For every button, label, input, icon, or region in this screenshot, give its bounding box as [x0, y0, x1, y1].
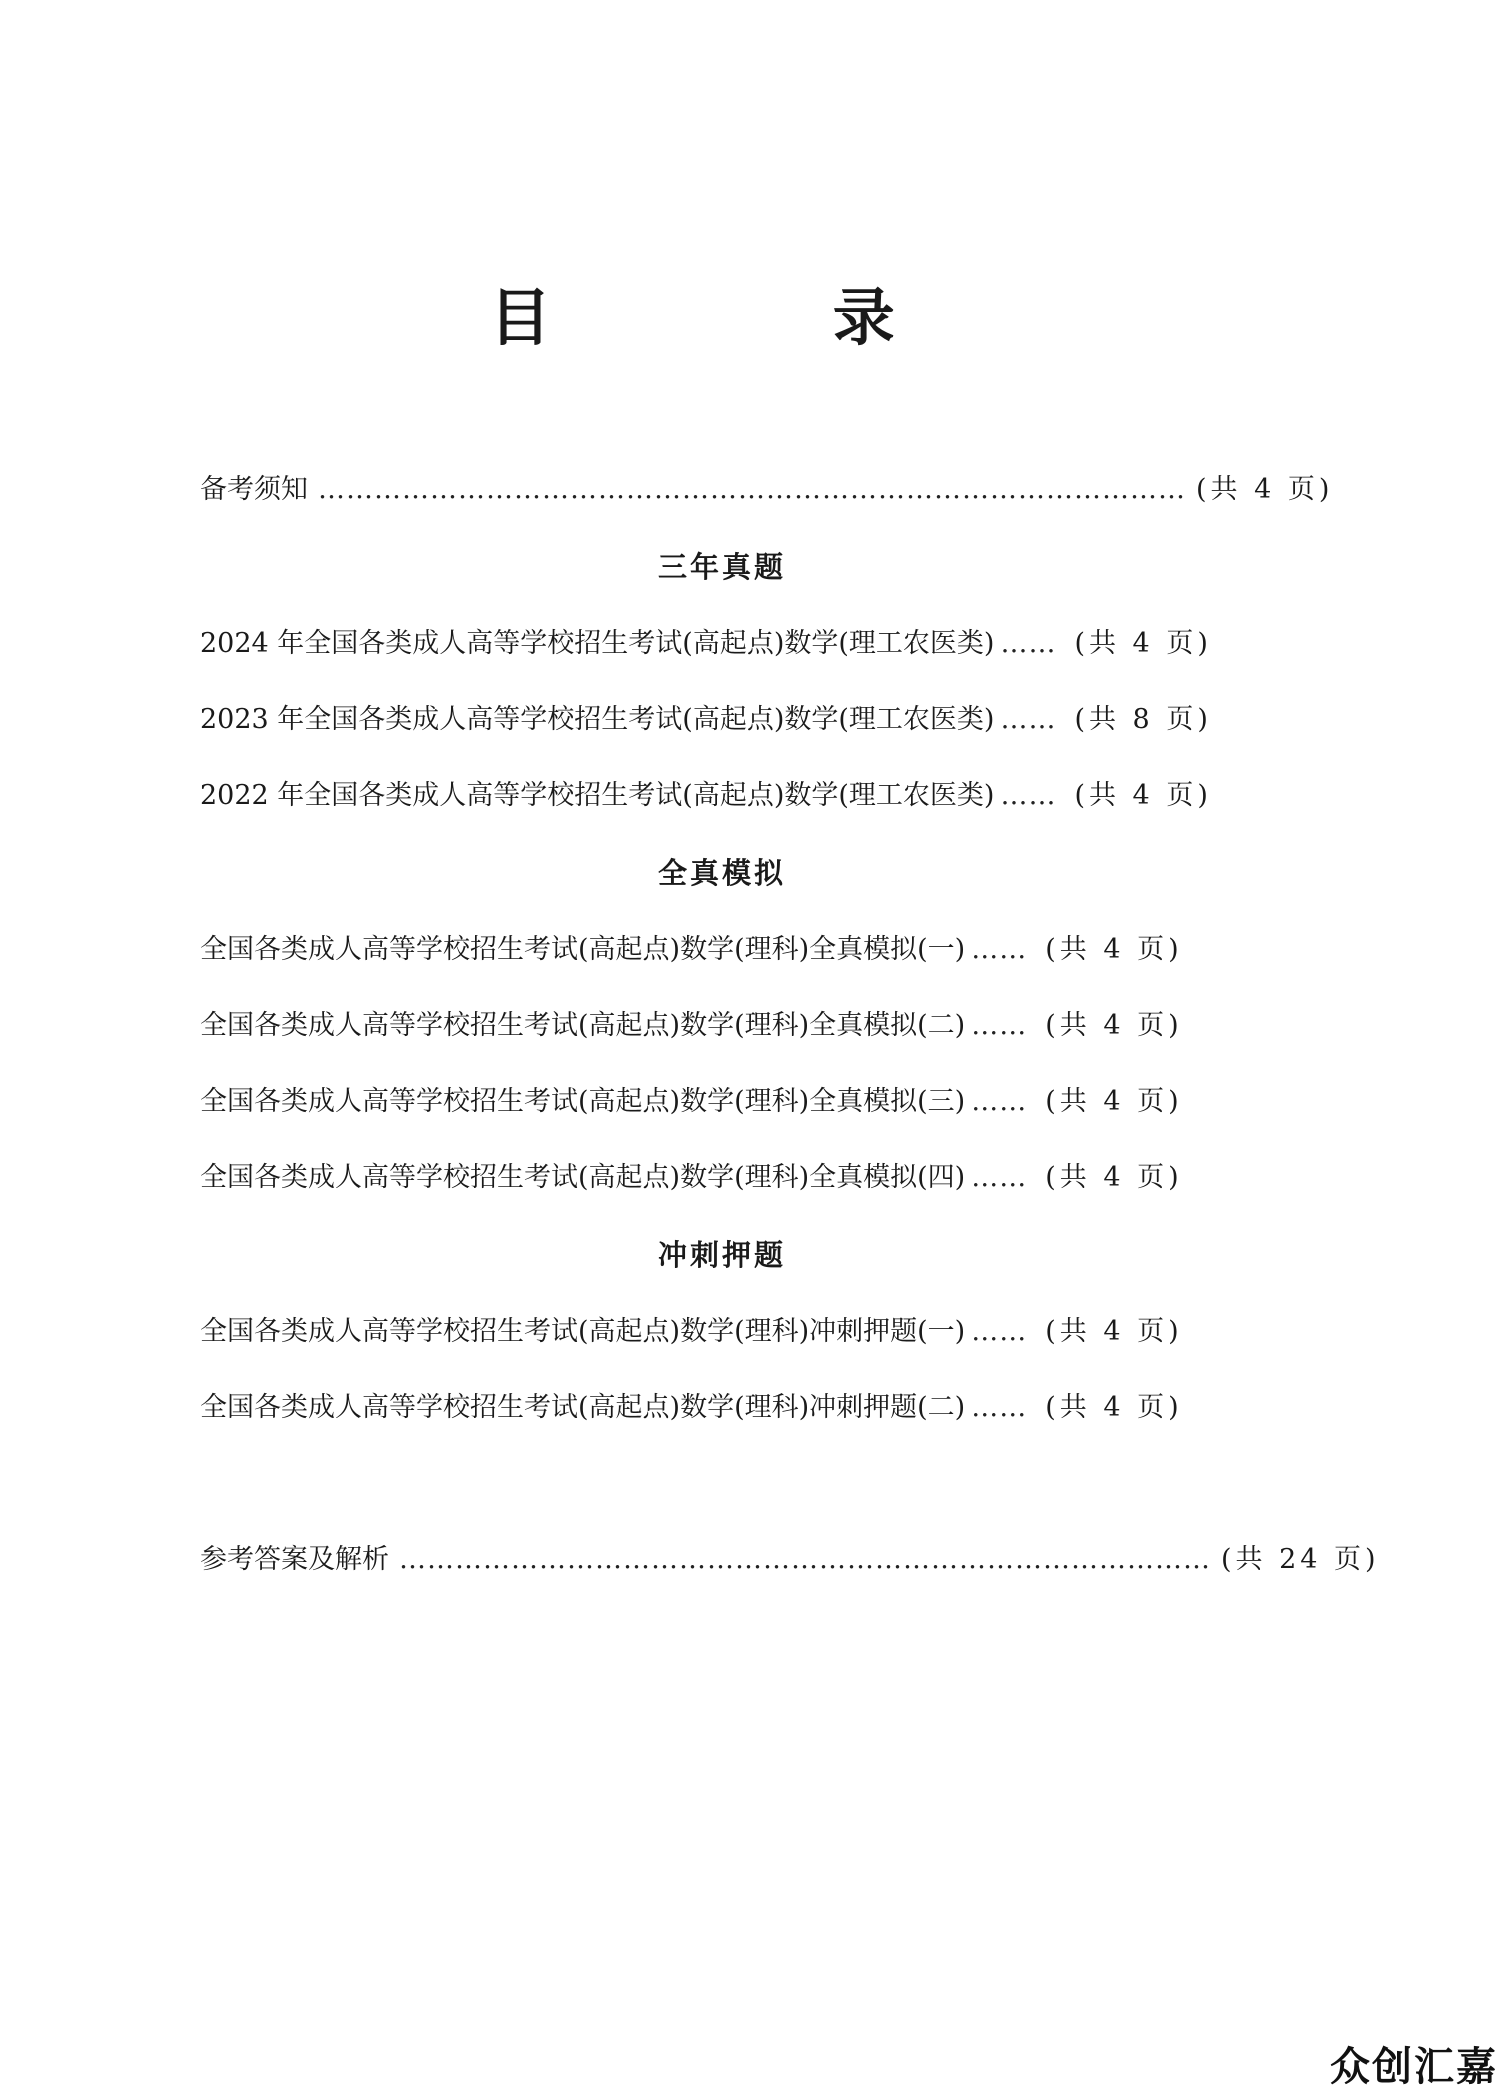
toc-entry-exam-notice[interactable] — [200, 452, 1334, 528]
toc-entry-label: 参考答案及解析 — [200, 1544, 389, 1575]
toc-entry-mock-3[interactable] — [200, 1064, 1244, 1140]
section-spacer — [200, 1446, 1244, 1522]
toc-leader-dots: …… — [1000, 704, 1057, 735]
toc-leader-dots: …………………………………………………………………………… — [399, 1544, 1211, 1575]
toc-entry-label: 全国各类成人高等学校招生考试(高起点)数学(理科)全真模拟(一) — [200, 934, 966, 965]
section-heading-mock-exams: 全真模拟 — [657, 856, 786, 890]
toc-entry-sprint-1[interactable] — [200, 1294, 1244, 1370]
page-title: 目 录 — [489, 281, 1025, 354]
toc-entry-label: 2023 年全国各类成人高等学校招生考试(高起点)数学(理工农医类) — [200, 704, 995, 735]
toc-page-count: (共 4 页) — [1045, 1392, 1183, 1423]
toc-entry-mock-1[interactable] — [200, 912, 1244, 988]
section-heading-sprint-predictions: 冲刺押题 — [657, 1238, 786, 1272]
toc-leader-dots: …… — [971, 1392, 1028, 1423]
toc-page-count: (共 4 页) — [1074, 628, 1212, 659]
toc-entry-label: 备考须知 — [200, 474, 308, 505]
toc-entry-2024-exam[interactable] — [200, 606, 1244, 682]
toc-entry-label: 全国各类成人高等学校招生考试(高起点)数学(理科)冲刺押题(一) — [200, 1316, 966, 1347]
toc-leader-dots: …… — [971, 1316, 1028, 1347]
toc-page-count: (共 4 页) — [1045, 1316, 1183, 1347]
toc-entry-answers[interactable] — [200, 1522, 1380, 1598]
toc-page-count: (共 4 页) — [1045, 1162, 1183, 1193]
toc-entry-2023-exam[interactable] — [200, 682, 1244, 758]
toc-entry-2022-exam[interactable] — [200, 758, 1244, 834]
toc-leader-dots: …… — [1000, 628, 1057, 659]
toc-leader-dots: …… — [971, 934, 1028, 965]
toc-leader-dots: …… — [1000, 780, 1057, 811]
toc-page-count: (共 4 页) — [1045, 1010, 1183, 1041]
toc-entry-mock-4[interactable] — [200, 1140, 1244, 1216]
toc-entry-label: 全国各类成人高等学校招生考试(高起点)数学(理科)全真模拟(二) — [200, 1010, 966, 1041]
toc-entry-label: 2022 年全国各类成人高等学校招生考试(高起点)数学(理工农医类) — [200, 780, 995, 811]
toc-entry-label: 2024 年全国各类成人高等学校招生考试(高起点)数学(理工农医类) — [200, 628, 995, 659]
toc-page-count: (共 4 页) — [1045, 1086, 1183, 1117]
watermark-logo: 众创汇嘉 — [1330, 2044, 1498, 2090]
toc-leader-dots: …… — [971, 1086, 1028, 1117]
toc-leader-dots: …… — [971, 1010, 1028, 1041]
toc-entry-label: 全国各类成人高等学校招生考试(高起点)数学(理科)冲刺押题(二) — [200, 1392, 966, 1423]
toc-leader-dots: …… — [971, 1162, 1028, 1193]
toc-entry-label: 全国各类成人高等学校招生考试(高起点)数学(理科)全真模拟(三) — [200, 1086, 966, 1117]
toc-page-count: (共 24 页) — [1221, 1544, 1380, 1575]
section-heading-past-exams: 三年真题 — [657, 550, 786, 584]
toc-page-count: (共 8 页) — [1074, 704, 1212, 735]
toc-page-count: (共 4 页) — [1074, 780, 1212, 811]
toc-entry-mock-2[interactable] — [200, 988, 1244, 1064]
toc-page-count: (共 4 页) — [1196, 474, 1334, 505]
toc-entry-sprint-2[interactable] — [200, 1370, 1244, 1446]
toc-entry-label: 全国各类成人高等学校招生考试(高起点)数学(理科)全真模拟(四) — [200, 1162, 966, 1193]
table-of-contents — [200, 452, 1380, 1598]
toc-page-count: (共 4 页) — [1045, 934, 1183, 965]
toc-leader-dots: ………………………………………………………………………………… — [318, 474, 1186, 505]
